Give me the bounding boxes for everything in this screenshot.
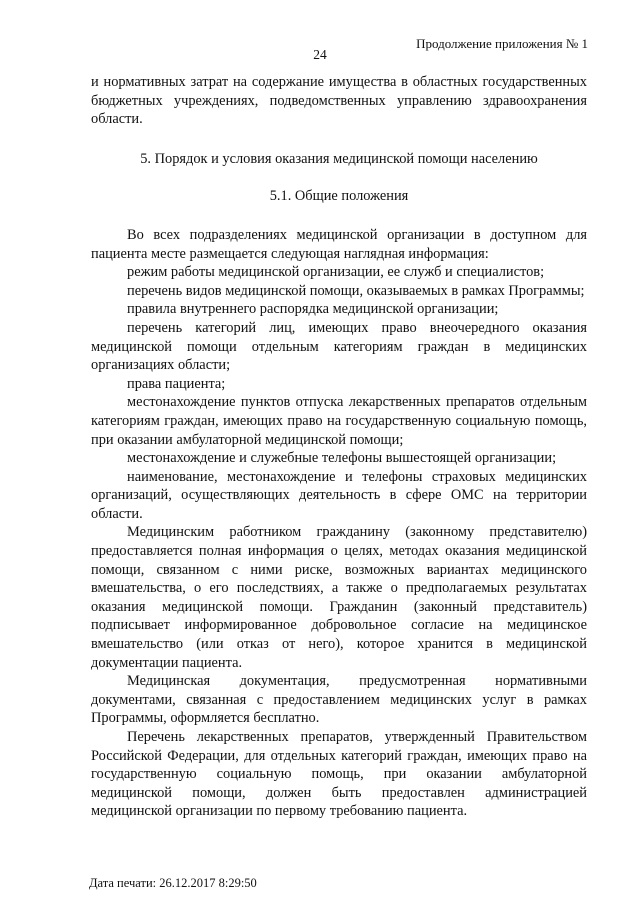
paragraph: Медицинская документация, предусмотренная нормативными документами, связанная с предоставлением медицинских услуг в рамках Программы, оформляется бесплатно. (91, 673, 587, 727)
print-date: Дата печати: 26.12.2017 8:29:50 (89, 876, 257, 890)
document-body (91, 73, 587, 821)
paragraph: Перечень лекарственных препаратов, утвержденный Правительством Российской Федерации, для отдельных категорий граждан, имеющих право на государственную социальную помощь, при оказании амбулаторной медицинской помощи, должен быть предоставлен администрацией медицинской организации по первому требованию пациента. (91, 729, 587, 820)
intro-paragraph: и нормативных затрат на содержание имущества в областных государственных бюджетных учреждениях, подведомственных управлению здравоохранения области. (91, 74, 587, 128)
list-item: права пациента; (127, 375, 226, 392)
page-number: 24 (313, 47, 327, 62)
list-item: перечень видов медицинской помощи, оказываемых в рамках Программы; (127, 282, 585, 299)
paragraph: Медицинским работником гражданину (законному представителю) предоставляется полная информация о целях, методах оказания медицинской помощи, связанном с ними риске, возможных вариантах медицинского вмешательства, о его последствиях, а также о предполагаемых результатах оказания медицинской помощи. Гражданин (законный представитель) подписывает информированное добровольное согласие на медицинское вмешательство (или отказ от него), которое хранится в медицинской документации пациента. (91, 524, 587, 671)
list-item: правила внутреннего распорядка медицинской организации; (127, 301, 499, 318)
list-item: местонахождение пунктов отпуска лекарственных препаратов отдельным категориям граждан, имеющих право на государственную социальную помощь, при оказании амбулаторной медицинской помощи; (91, 394, 587, 448)
list-item: наименование, местонахождение и телефоны страховых медицинских организаций, осуществляющих деятельность в сфере ОМС на территории области. (91, 468, 587, 522)
subsection-title: 5.1. Общие положения (269, 188, 409, 205)
list-item: местонахождение и служебные телефоны вышестоящей организации; (127, 450, 557, 467)
appendix-continuation-label: Продолжение приложения № 1 (416, 36, 588, 51)
paragraph: Во всех подразделениях медицинской организации в доступном для пациента месте размещается следующая наглядная информация: (91, 226, 587, 262)
section-title: 5. Порядок и условия оказания медицинской помощи населению (140, 150, 538, 167)
list-item: перечень категорий лиц, имеющих право внеочередного оказания медицинской помощи отдельным категориям граждан в медицинских организациях области; (91, 319, 587, 374)
list-item: режим работы медицинской организации, ее служб и специалистов; (127, 264, 545, 281)
